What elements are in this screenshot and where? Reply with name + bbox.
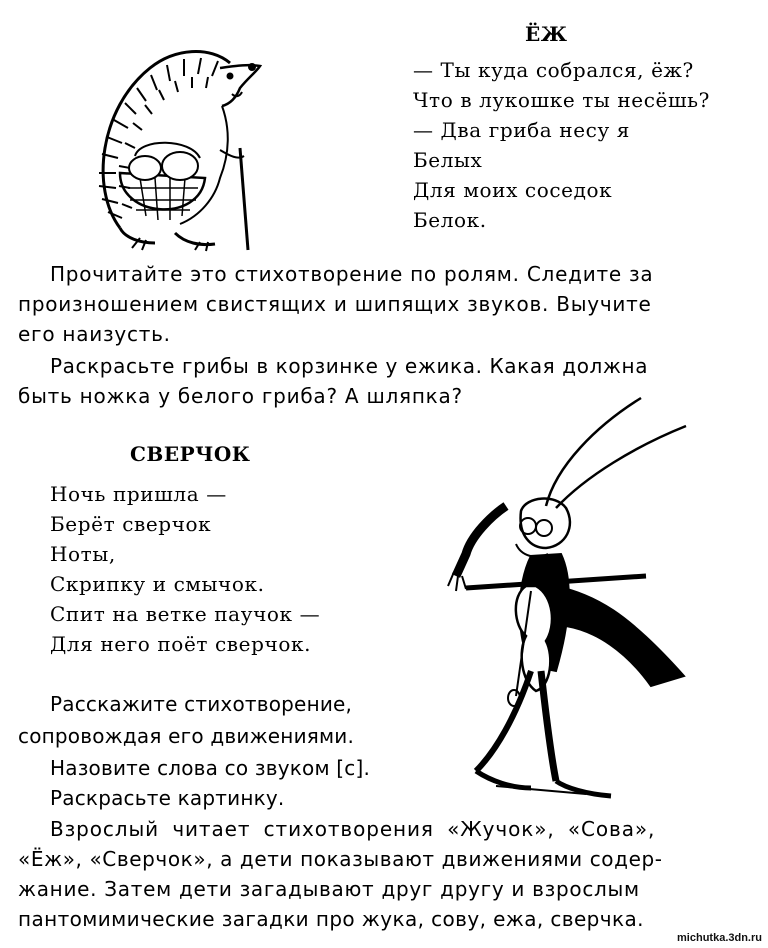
cricket-poem-line: Ноты,	[50, 542, 116, 566]
cricket-poem-line: Ночь пришла —	[50, 482, 227, 506]
cricket-task-line: Назовите слова со звуком [с].	[50, 756, 371, 780]
hedgehog-poem-line: Что в лукошке ты несёшь?	[413, 88, 710, 112]
cricket-poem-line: Берёт сверчок	[50, 512, 212, 536]
hedgehog-task-line: Прочитайте это стихотворение по ролям. Следите за	[50, 262, 654, 286]
watermark: michutka.3dn.ru	[677, 932, 762, 944]
hedgehog-poem-line: — Ты куда собрался, ёж?	[413, 58, 694, 82]
cricket-poem-line: Спит на ветке паучок —	[50, 602, 321, 626]
cricket-poem-line: Скрипку и смычок.	[50, 572, 265, 596]
hedgehog-task-line: произношением свистящих и шипящих звуков. Выучите	[18, 292, 652, 316]
cricket-task-line: Раскрасьте картинку.	[50, 786, 285, 810]
adult-note-line: «Ёж», «Сверчок», а дети показывают движениями содер-	[18, 847, 663, 871]
adult-note-line: жание. Затем дети загадывают друг другу и взрослым	[18, 877, 640, 901]
hedgehog-task-line: Раскрасьте грибы в корзинке у ежика. Какая должна	[50, 354, 649, 378]
hedgehog-poem-title: ЁЖ	[525, 22, 568, 46]
cricket-task-line: сопровождая его движениями.	[18, 724, 355, 748]
hedgehog-task-line: быть ножка у белого гриба? А шляпка?	[18, 384, 463, 408]
hedgehog-poem-line: — Два гриба несу я	[413, 118, 631, 142]
cricket-poem-title: СВЕРЧОК	[130, 442, 251, 466]
hedgehog-poem-line: Белок.	[413, 208, 487, 232]
hedgehog-task-line: его наизусть.	[18, 322, 171, 346]
adult-note-line: пантомимические загадки про жука, сову, ежа, сверчка.	[18, 907, 644, 931]
hedgehog-poem-line: Для моих соседок	[413, 178, 613, 202]
adult-note-line: Взрослый читает стихотворения «Жучок», «Сова»,	[50, 817, 656, 841]
hedgehog-illustration	[80, 38, 265, 253]
cricket-poem-line: Для него поёт сверчок.	[50, 632, 312, 656]
hedgehog-poem-line: Белых	[413, 148, 483, 172]
cricket-illustration	[436, 396, 692, 808]
cricket-task-line: Расскажите стихотворение,	[50, 692, 353, 716]
